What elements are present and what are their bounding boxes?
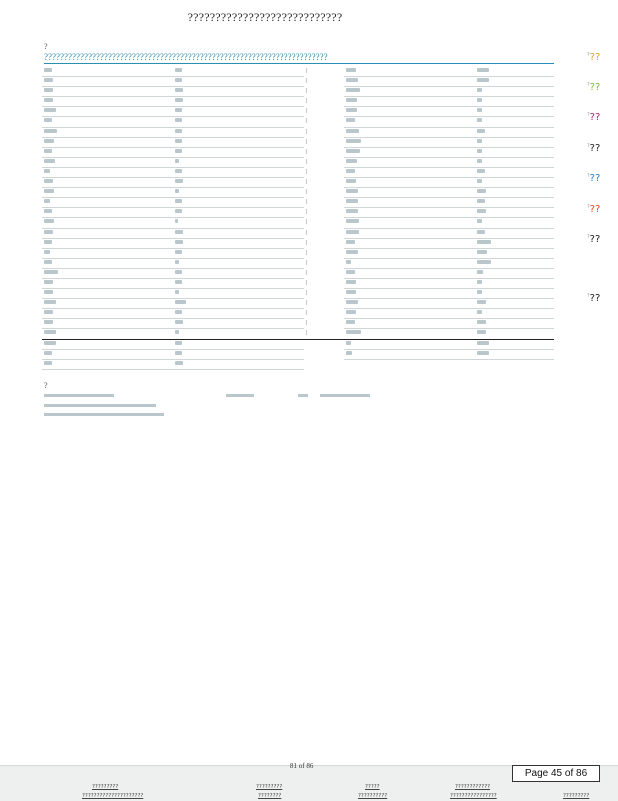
annotation-text: ?? xyxy=(589,52,601,63)
table-cell xyxy=(44,290,53,294)
table-cell xyxy=(44,199,50,203)
table-cell xyxy=(175,290,179,294)
table-row xyxy=(42,288,554,298)
table-cell xyxy=(44,219,54,223)
table-cell xyxy=(44,179,53,183)
table-row xyxy=(42,248,554,258)
table-cell xyxy=(44,300,56,304)
column-separator xyxy=(306,240,307,245)
table-cell xyxy=(44,240,52,244)
annotation-text: ?? xyxy=(589,143,601,154)
table-cell xyxy=(44,260,52,264)
table-cell xyxy=(44,169,50,173)
table-cell xyxy=(477,310,482,314)
footer-link[interactable]: ???????????? xyxy=(455,784,491,790)
table-row xyxy=(42,86,554,96)
table-cell xyxy=(477,68,489,72)
table-cell xyxy=(44,88,53,92)
table-cell xyxy=(175,351,182,355)
page-indicator-badge: Page 45 of 86 xyxy=(512,765,600,782)
annotation-superscript: ? xyxy=(587,293,590,299)
table-cell xyxy=(44,108,56,112)
table-cell xyxy=(477,341,489,345)
table-row xyxy=(42,147,554,157)
column-separator xyxy=(306,179,307,184)
table-cell xyxy=(44,330,56,334)
table-cell xyxy=(175,320,183,324)
side-annotation-mark xyxy=(587,52,600,63)
table-cell xyxy=(175,280,182,284)
footer-link[interactable]: ???????? xyxy=(258,793,282,799)
table-cell xyxy=(44,118,52,122)
table-cell xyxy=(175,209,182,213)
table-cell xyxy=(346,88,360,92)
footer-link[interactable]: ????????????????????? xyxy=(82,793,144,799)
table-cell xyxy=(346,68,356,72)
table-row xyxy=(42,197,554,207)
table-divider xyxy=(42,339,554,340)
table-row xyxy=(42,308,554,318)
table-cell xyxy=(44,361,52,365)
side-annotation-mark xyxy=(587,293,600,304)
column-separator xyxy=(306,330,307,335)
column-separator xyxy=(306,129,307,134)
table-row xyxy=(42,96,554,106)
column-separator xyxy=(306,219,307,224)
table-cell xyxy=(175,139,182,143)
footnote-marker: ? xyxy=(44,381,48,390)
annotation-text: ?? xyxy=(589,82,601,93)
table-cell xyxy=(346,219,359,223)
table-cell xyxy=(175,108,182,112)
table-cell xyxy=(44,129,57,133)
footer-link[interactable]: ????????? xyxy=(92,784,119,790)
annotation-superscript: ? xyxy=(587,82,590,88)
table-cell xyxy=(175,118,182,122)
column-separator xyxy=(306,169,307,174)
section-heading: ??????????????????????????????????????????????????????????????????????? xyxy=(44,52,554,64)
table-cell xyxy=(346,290,356,294)
table-cell xyxy=(175,310,182,314)
footer-link[interactable]: ????????? xyxy=(563,793,590,799)
table-cell xyxy=(477,270,483,274)
table-cell xyxy=(175,341,182,345)
table-row xyxy=(42,116,554,126)
table-row xyxy=(42,177,554,187)
table-cell xyxy=(477,149,482,153)
column-separator xyxy=(306,270,307,275)
table-cell xyxy=(477,118,482,122)
table-cell xyxy=(44,189,54,193)
table-cell xyxy=(175,68,182,72)
table-cell xyxy=(44,280,53,284)
table-cell xyxy=(477,351,489,355)
table-row xyxy=(42,238,554,248)
table-cell xyxy=(477,280,482,284)
table-cell xyxy=(346,351,352,355)
annotation-superscript: ? xyxy=(587,143,590,149)
table-row xyxy=(42,167,554,177)
note-text-line xyxy=(298,394,308,397)
table-cell xyxy=(477,320,486,324)
table-row xyxy=(42,228,554,238)
table-row xyxy=(42,137,554,147)
column-separator xyxy=(306,290,307,295)
table-cell xyxy=(477,159,482,163)
row-right-half xyxy=(344,359,554,369)
side-annotation-mark xyxy=(587,234,600,245)
table-cell xyxy=(346,280,356,284)
table-cell xyxy=(346,129,359,133)
annotation-text: ?? xyxy=(589,204,601,215)
table-cell xyxy=(175,240,183,244)
table-cell xyxy=(175,78,182,82)
table-cell xyxy=(44,78,53,82)
annotation-superscript: ? xyxy=(587,173,590,179)
column-separator xyxy=(306,98,307,103)
table-cell xyxy=(175,88,183,92)
annotation-text: ?? xyxy=(589,173,601,184)
table-row xyxy=(42,268,554,278)
table-row xyxy=(42,187,554,197)
table-cell xyxy=(175,230,183,234)
column-separator xyxy=(306,310,307,315)
column-separator xyxy=(306,280,307,285)
table-cell xyxy=(346,179,356,183)
table-row xyxy=(42,349,554,359)
table-cell xyxy=(44,351,52,355)
table-cell xyxy=(44,230,53,234)
side-annotation-mark xyxy=(587,204,600,215)
table-cell xyxy=(346,209,358,213)
column-separator xyxy=(306,250,307,255)
note-text-line xyxy=(44,404,156,407)
table-cell xyxy=(477,199,485,203)
table-cell xyxy=(175,270,182,274)
table-cell xyxy=(477,219,482,223)
footer-link[interactable]: ???????????????? xyxy=(450,793,497,799)
table-cell xyxy=(346,139,361,143)
table-row xyxy=(42,106,554,116)
page-number: 81 of 86 xyxy=(290,762,314,770)
side-annotation-mark xyxy=(587,143,600,154)
column-separator xyxy=(306,88,307,93)
table-cell xyxy=(175,219,178,223)
table-cell xyxy=(477,240,491,244)
table-row xyxy=(42,217,554,227)
column-separator xyxy=(306,230,307,235)
table-cell xyxy=(346,98,357,102)
table-cell xyxy=(346,341,351,345)
table-cell xyxy=(477,129,485,133)
annotation-text: ?? xyxy=(589,234,601,245)
table-cell xyxy=(346,169,355,173)
note-text-line xyxy=(320,394,370,397)
table-cell xyxy=(346,300,358,304)
table-cell xyxy=(477,209,486,213)
table-cell xyxy=(175,189,179,193)
note-text-line xyxy=(44,413,164,416)
table-cell xyxy=(175,98,183,102)
table-cell xyxy=(346,118,355,122)
data-table xyxy=(42,66,554,369)
table-row xyxy=(42,359,554,369)
table-cell xyxy=(346,189,358,193)
table-row xyxy=(42,66,554,76)
table-cell xyxy=(477,108,482,112)
table-row xyxy=(42,328,554,338)
table-cell xyxy=(44,341,56,345)
table-row xyxy=(42,339,554,349)
side-annotation-mark xyxy=(587,173,600,184)
row-left-half xyxy=(42,359,304,370)
table-cell xyxy=(346,330,361,334)
table-cell xyxy=(175,260,179,264)
table-cell xyxy=(346,199,358,203)
table-row xyxy=(42,318,554,328)
table-cell xyxy=(346,260,351,264)
table-cell xyxy=(477,250,487,254)
table-row xyxy=(42,127,554,137)
table-cell xyxy=(477,78,489,82)
table-cell xyxy=(346,108,357,112)
table-cell xyxy=(44,139,54,143)
table-row xyxy=(42,298,554,308)
table-cell xyxy=(175,361,183,365)
table-cell xyxy=(346,149,360,153)
table-cell xyxy=(346,250,358,254)
table-cell xyxy=(477,179,482,183)
table-cell xyxy=(346,310,356,314)
table-cell xyxy=(44,250,50,254)
table-cell xyxy=(346,78,358,82)
note-text-line xyxy=(226,394,254,397)
table-cell xyxy=(44,68,52,72)
table-cell xyxy=(44,320,53,324)
table-row xyxy=(42,157,554,167)
table-cell xyxy=(44,270,58,274)
table-cell xyxy=(477,290,482,294)
note-text-line xyxy=(44,394,114,397)
section-marker: ? xyxy=(44,42,48,51)
table-cell xyxy=(477,98,482,102)
table-cell xyxy=(175,250,182,254)
table-cell xyxy=(175,159,179,163)
table-cell xyxy=(44,209,52,213)
column-separator xyxy=(306,159,307,164)
column-separator xyxy=(306,320,307,325)
footer-link[interactable]: ????????? xyxy=(256,784,283,790)
table-cell xyxy=(477,260,491,264)
table-cell xyxy=(175,179,183,183)
table-cell xyxy=(477,169,485,173)
document-title: ???????????????????????????? xyxy=(187,10,343,24)
annotation-superscript: ? xyxy=(587,52,590,58)
side-annotation-mark xyxy=(587,112,600,123)
annotation-superscript: ? xyxy=(587,204,590,210)
annotation-superscript: ? xyxy=(587,112,590,118)
table-cell xyxy=(477,139,482,143)
table-cell xyxy=(175,330,179,334)
column-separator xyxy=(306,78,307,83)
table-cell xyxy=(477,88,482,92)
table-cell xyxy=(175,199,182,203)
table-row xyxy=(42,76,554,86)
column-separator xyxy=(306,149,307,154)
column-separator xyxy=(306,108,307,113)
annotation-text: ?? xyxy=(589,293,601,304)
table-cell xyxy=(175,149,182,153)
column-separator xyxy=(306,118,307,123)
table-cell xyxy=(346,230,359,234)
table-cell xyxy=(175,169,182,173)
footer-link[interactable]: ????? xyxy=(365,784,380,790)
column-separator xyxy=(306,68,307,73)
table-row xyxy=(42,278,554,288)
table-cell xyxy=(175,129,182,133)
table-cell xyxy=(346,320,355,324)
column-separator xyxy=(306,300,307,305)
table-row xyxy=(42,258,554,268)
table-cell xyxy=(44,149,52,153)
column-separator xyxy=(306,260,307,265)
table-cell xyxy=(175,300,186,304)
table-cell xyxy=(346,159,357,163)
footer-link[interactable]: ?????????? xyxy=(358,793,388,799)
table-cell xyxy=(477,189,486,193)
table-cell xyxy=(44,98,53,102)
column-separator xyxy=(306,199,307,204)
table-cell xyxy=(477,300,486,304)
annotation-text: ?? xyxy=(589,112,601,123)
table-cell xyxy=(44,310,53,314)
table-cell xyxy=(44,159,55,163)
table-cell xyxy=(477,330,486,334)
table-cell xyxy=(346,240,355,244)
table-row xyxy=(42,207,554,217)
column-separator xyxy=(306,189,307,194)
table-cell xyxy=(346,270,355,274)
column-separator xyxy=(306,139,307,144)
side-annotation-mark xyxy=(587,82,600,93)
column-separator xyxy=(306,209,307,214)
table-cell xyxy=(477,230,485,234)
annotation-superscript: ? xyxy=(587,234,590,240)
